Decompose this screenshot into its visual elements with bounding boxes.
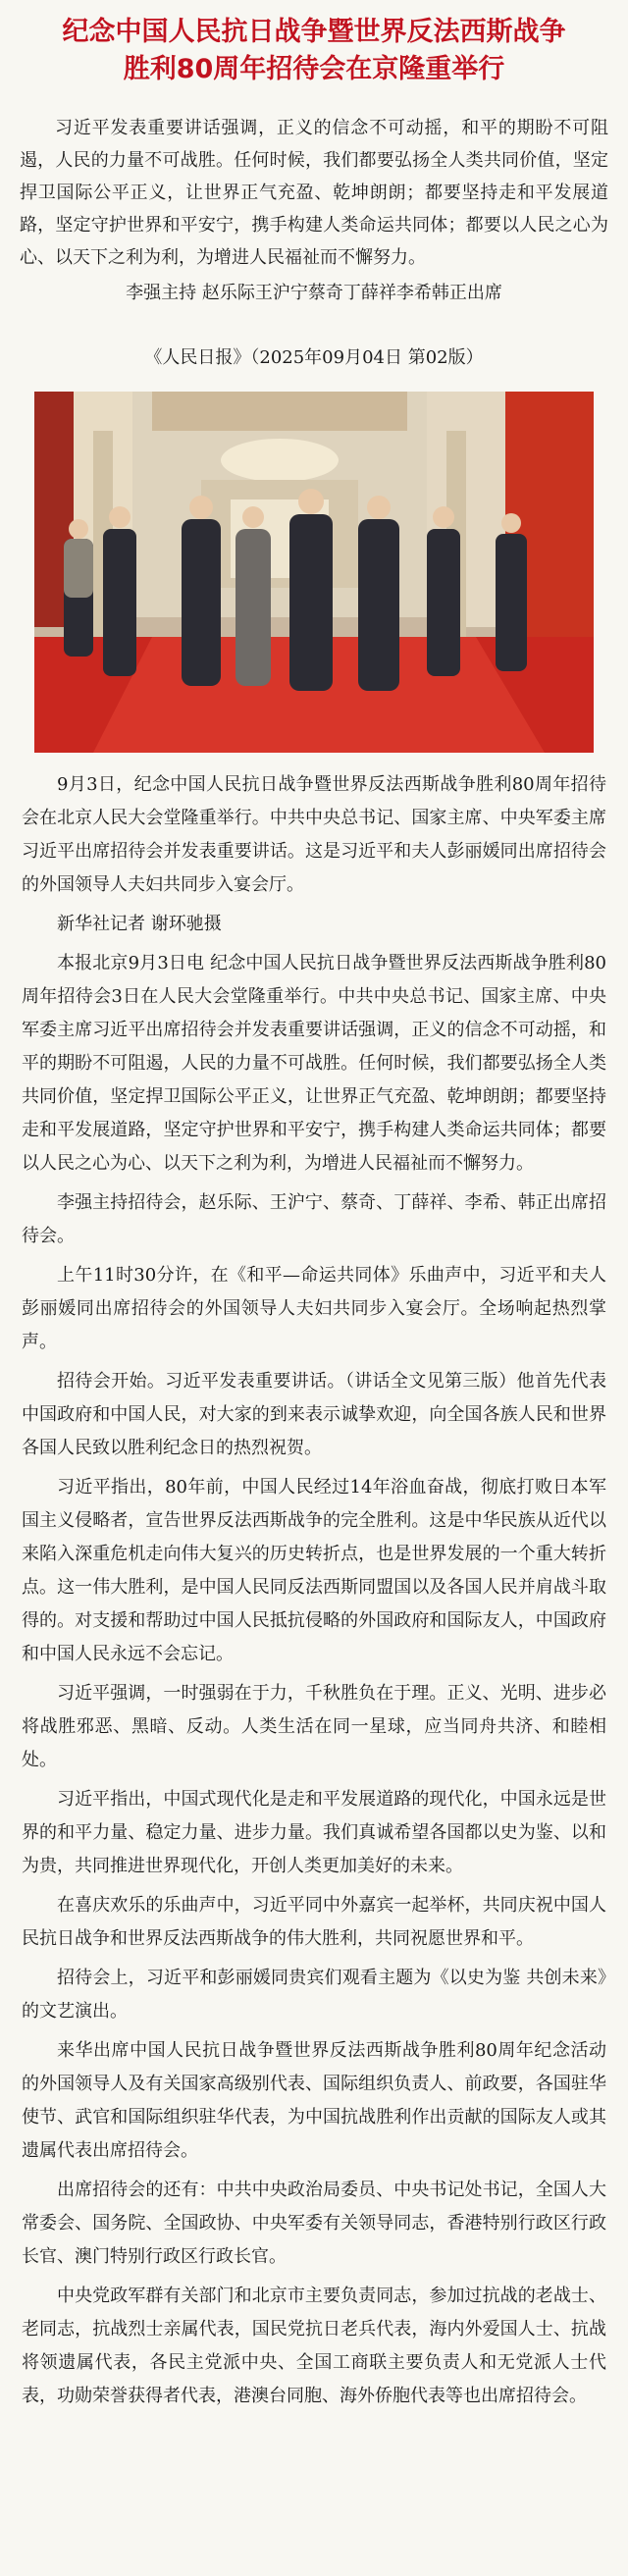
body-paragraph: 招待会上，习近平和彭丽媛同贵宾们观看主题为《以史为鉴 共创未来》的文艺演出。 [22,1968,606,2022]
headline-line-2: 胜利80周年招待会在京隆重举行 [123,54,505,84]
photo-credit: 新华社记者 谢环驰摄 [57,914,222,934]
lead-summary: 习近平发表重要讲话强调，正义的信念不可动摇，和平的期盼不可阻遏，人民的力量不可战胜。任何时候，我们都要弘扬全人类共同价值，坚定捍卫国际公平正义，让世界正气充盈、乾坤朗朗；都要坚持走和平发展道路，坚定守护世界和平安宁，携手构建人类命运共同体；都要以人民之心为心、以天下之利为利，为增进人民福祉而不懈努力。 [20,118,608,268]
headline-line-1: 纪念中国人民抗日战争暨世界反法西斯战争 [62,17,566,47]
news-photo [34,392,594,753]
body-paragraph: 本报北京9月3日电 纪念中国人民抗日战争暨世界反法西斯战争胜利80周年招待会3日在人民大会堂隆重举行。中共中央总书记、国家主席、中央军委主席习近平出席招待会并发表重要讲话强调，正义的信念不可动摇，和平的期盼不可阻遏，人民的力量不可战胜。任何时候，我们都要弘扬全人类共同价值，坚定捍卫国际公平正义，让世界正气充盈、乾坤朗朗；都要坚持走和平发展道路，坚定守护世界和平安宁，携手构建人类命运共同体；都要以人民之心为心、以天下之利为利，为增进人民福祉而不懈努力。 [22,953,606,1174]
body-paragraph: 出席招待会的还有：中共中央政治局委员、中央书记处书记，全国人大常委会、国务院、全国政协、中央军委有关领导同志，香港特别行政区行政长官、澳门特别行政区行政长官。 [22,2180,606,2267]
body-paragraph: 在喜庆欢乐的乐曲声中，习近平同中外嘉宾一起举杯，共同庆祝中国人民抗日战争和世界反法西斯战争的伟大胜利，共同祝愿世界和平。 [22,1895,606,1949]
article-headline [12,0,616,88]
body-paragraph: 习近平指出，80年前，中国人民经过14年浴血奋战，彻底打败日本军国主义侵略者，宣告世界反法西斯战争的完全胜利。这是中华民族从近代以来陷入深重危机走向伟大复兴的历史转折点，也是世界发展的一个重大转折点。这一伟大胜利，是中国人民同反法西斯同盟国以及各国人民并肩战斗取得的。对支援和帮助过中国人民抵抗侵略的外国政府和国际友人，中国政府和中国人民永远不会忘记。 [22,1477,606,1664]
source-line: 《人民日报》（2025年09月04日 第02版） [144,347,484,368]
body-paragraph: 中央党政军群有关部门和北京市主要负责同志，参加过抗战的老战士、老同志，抗战烈士亲属代表，国民党抗日老兵代表，海内外爱国人士、抗战将领遗属代表，各民主党派中央、全国工商联主要负责人和无党派人士代表，功勋荣誉获得者代表，港澳台同胞、海外侨胞代表等也出席招待会。 [22,2286,606,2406]
body-paragraph: 李强主持招待会，赵乐际、王沪宁、蔡奇、丁薛祥、李希、韩正出席招待会。 [22,1192,606,1246]
photo-caption: 9月3日，纪念中国人民抗日战争暨世界反法西斯战争胜利80周年招待会在北京人民大会堂隆重举行。中共中央总书记、国家主席、中央军委主席习近平出席招待会并发表重要讲话。这是习近平和夫人彭丽媛同出席招待会的外国领导人夫妇共同步入宴会厅。 [22,774,606,895]
body-paragraph: 来华出席中国人民抗日战争暨世界反法西斯战争胜利80周年纪念活动的外国领导人及有关国家高级别代表、国际组织负责人、前政要，各国驻华使节、武官和国际组织驻华代表，为中国抗战胜利作出贡献的国际友人或其遗属代表出席招待会。 [22,2040,606,2161]
article-body [22,768,606,2413]
presiding-line: 李强主持 赵乐际王沪宁蔡奇丁薛祥李希韩正出席 [126,283,502,303]
body-paragraph: 上午11时30分许，在《和平—命运共同体》乐曲声中，习近平和夫人彭丽媛同出席招待会的外国领导人夫妇共同步入宴会厅。全场响起热烈掌声。 [22,1265,606,1352]
body-paragraph: 习近平指出，中国式现代化是走和平发展道路的现代化，中国永远是世界的和平力量、稳定力量、进步力量。我们真诚希望各国都以史为鉴、以和为贵，共同推进世界现代化，开创人类更加美好的未来。 [22,1789,606,1876]
body-paragraph: 招待会开始。习近平发表重要讲话。（讲话全文见第三版）他首先代表中国政府和中国人民，对大家的到来表示诚挚欢迎，向全国各族人民和世界各国人民致以胜利纪念日的热烈祝贺。 [22,1371,606,1458]
body-paragraph: 习近平强调，一时强弱在于力，千秋胜负在于理。正义、光明、进步必将战胜邪恶、黑暗、反动。人类生活在同一星球，应当同舟共济、和睦相处。 [22,1683,606,1770]
